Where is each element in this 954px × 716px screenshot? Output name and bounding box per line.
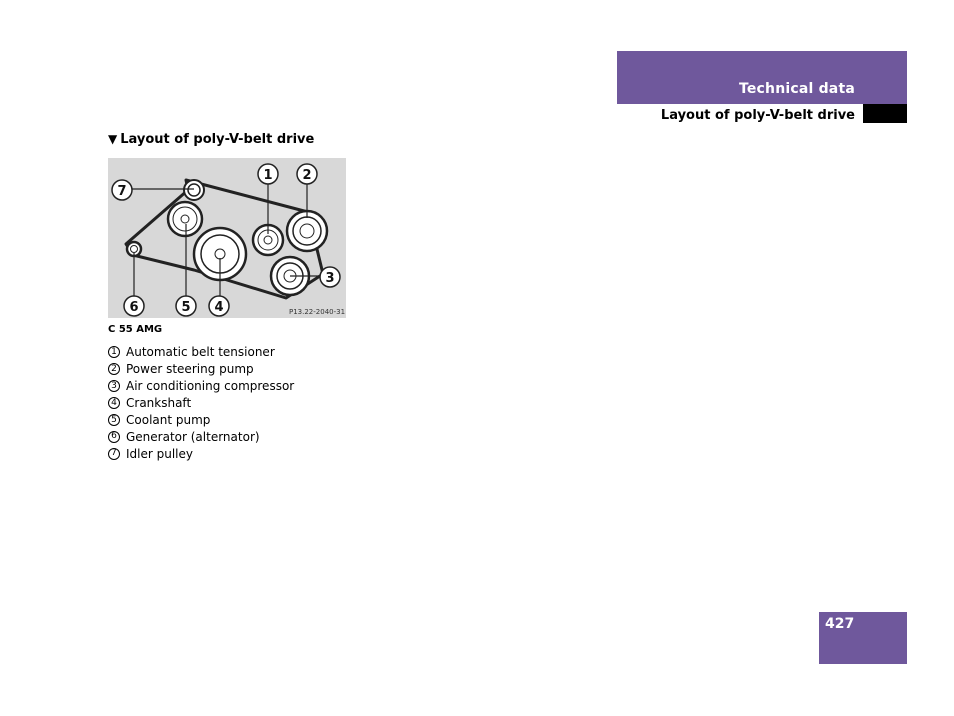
legend-item xyxy=(108,412,294,429)
page-subtitle: Layout of poly-V-belt drive xyxy=(660,108,855,123)
legend-item xyxy=(108,378,294,395)
header-band xyxy=(617,51,907,104)
callout-label-5: 5 xyxy=(181,300,191,315)
triangle-down-icon: ▼ xyxy=(108,132,118,146)
idler-pulley xyxy=(184,180,204,200)
legend-text: Coolant pump xyxy=(126,413,211,427)
legend-text: Air conditioning compressor xyxy=(126,379,295,394)
legend-number: 7 xyxy=(108,448,120,460)
page-number: 427 xyxy=(825,616,855,632)
legend-item xyxy=(108,445,294,462)
section-heading xyxy=(108,132,314,147)
figure-code: P13.22-2040-31 xyxy=(289,308,346,316)
legend-number: 4 xyxy=(108,397,120,409)
legend-text: Crankshaft xyxy=(126,396,192,411)
callout-label-3: 3 xyxy=(325,271,335,286)
belt-drive-svg xyxy=(108,158,346,318)
legend-list xyxy=(108,344,294,462)
figure-caption: C 55 AMG xyxy=(108,324,163,335)
legend-item xyxy=(108,344,294,361)
callout-label-1: 1 xyxy=(263,168,273,183)
legend-text: Generator (alternator) xyxy=(126,429,260,444)
section-tab-marker xyxy=(863,104,907,123)
legend-text: Idler pulley xyxy=(126,446,193,461)
legend-number: 6 xyxy=(108,431,120,443)
legend-item xyxy=(108,361,294,378)
belt-drive-diagram xyxy=(108,158,346,318)
legend-number: 2 xyxy=(108,363,120,375)
callout-label-6: 6 xyxy=(129,300,139,315)
coolant-pump-pulley xyxy=(168,202,202,236)
callout-label-7: 7 xyxy=(117,184,127,199)
callout-label-4: 4 xyxy=(214,300,224,315)
callout-label-2: 2 xyxy=(302,168,312,183)
legend-number: 5 xyxy=(108,414,120,426)
legend-number: 3 xyxy=(108,380,120,392)
section-heading-text: Layout of poly-V-belt drive xyxy=(120,132,315,147)
page-number-band xyxy=(819,612,907,664)
legend-number: 1 xyxy=(108,346,120,358)
legend-item xyxy=(108,428,294,445)
chapter-title: Technical data xyxy=(738,81,855,97)
legend-text: Automatic belt tensioner xyxy=(126,345,275,360)
legend-text: Power steering pump xyxy=(126,362,254,377)
legend-item xyxy=(108,395,294,412)
